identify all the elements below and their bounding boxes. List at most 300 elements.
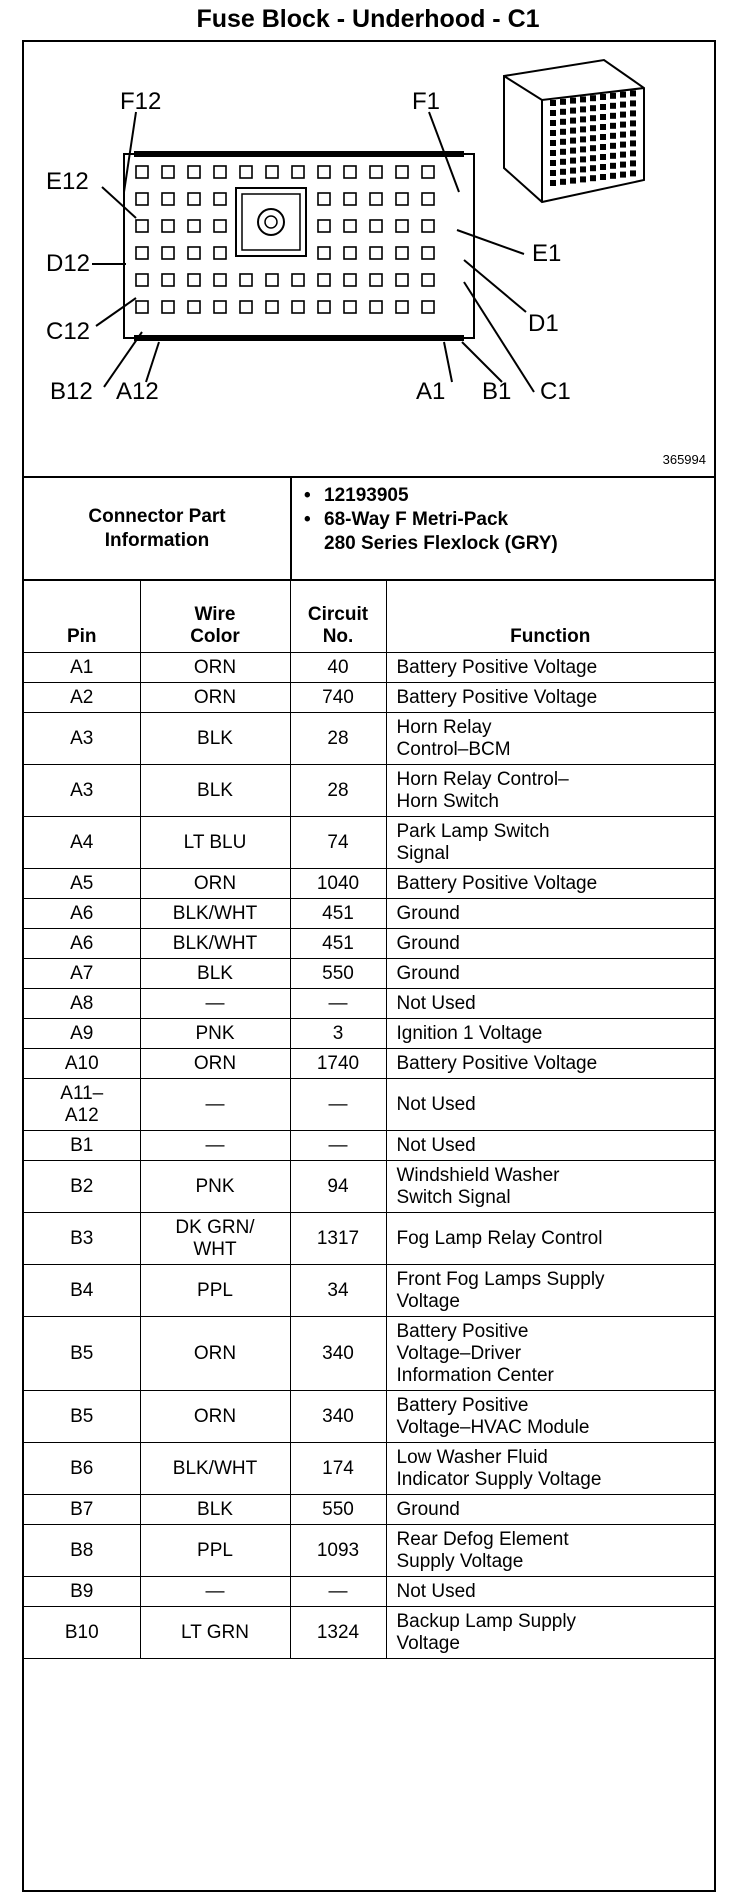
table-row <box>24 817 714 869</box>
cell-function-line: Signal <box>396 842 450 864</box>
pin-cavity <box>292 274 304 286</box>
cell-pin-line: B6 <box>70 1457 94 1479</box>
table-row <box>24 1391 714 1443</box>
table-row <box>24 1525 714 1577</box>
pin-cavity <box>214 301 226 313</box>
cell-function <box>386 713 714 765</box>
thumbnail-pin <box>600 164 606 170</box>
table-row <box>24 869 714 899</box>
table-row <box>24 1049 714 1079</box>
label-a1: A1 <box>416 378 446 405</box>
cell-wire-color-line: — <box>205 992 225 1014</box>
cell-pin <box>24 683 140 713</box>
thumbnail-pin <box>610 173 616 179</box>
pin-cavity <box>214 220 226 232</box>
pin-cavity <box>422 166 434 178</box>
thumbnail-pin <box>590 125 596 131</box>
cell-pin-line: A2 <box>70 686 94 708</box>
header-circuit-line2: No. <box>322 626 354 647</box>
table-row <box>24 1577 714 1607</box>
cell-function-line: Voltage <box>396 1632 460 1654</box>
cell-pin <box>24 1079 140 1131</box>
cell-function <box>386 1079 714 1131</box>
cell-wire-color-line: PPL <box>197 1279 233 1301</box>
cell-circuit: 340 <box>290 1317 386 1391</box>
thumbnail-pin <box>560 149 566 155</box>
cell-pin-line: B8 <box>70 1539 94 1561</box>
connector-diagram <box>24 42 714 478</box>
cell-pin <box>24 1265 140 1317</box>
thumbnail-pin <box>620 92 626 98</box>
thumbnail-pin <box>570 98 576 104</box>
pin-cavity <box>266 166 278 178</box>
center-bolt <box>258 209 284 235</box>
cell-wire-color <box>140 1495 290 1525</box>
cell-function-line: Indicator Supply Voltage <box>396 1468 602 1490</box>
cell-pin-line: A9 <box>70 1022 94 1044</box>
label-f1: F1 <box>412 88 441 115</box>
thumbnail-pin <box>620 172 626 178</box>
cell-circuit: — <box>290 1079 386 1131</box>
cell-wire-color-line: ORN <box>193 1052 237 1074</box>
cell-pin <box>24 1443 140 1495</box>
thumbnail-pin <box>550 170 556 176</box>
cell-function <box>386 817 714 869</box>
thumbnail-pin <box>610 123 616 129</box>
connector-info-values <box>304 484 704 556</box>
cell-wire-color <box>140 1443 290 1495</box>
cell-circuit: 550 <box>290 959 386 989</box>
cell-pin-line: A8 <box>70 992 94 1014</box>
cell-circuit: 550 <box>290 1495 386 1525</box>
cell-function-line: Front Fog Lamps Supply <box>396 1268 605 1290</box>
thumbnail-pin <box>590 145 596 151</box>
thumbnail-pin <box>600 124 606 130</box>
cell-pin <box>24 1577 140 1607</box>
pin-cavity <box>344 166 356 178</box>
pinout-table-body <box>24 653 714 1659</box>
pin-cavity <box>396 220 408 232</box>
connector-3d-thumbnail <box>504 60 644 202</box>
cell-function-line: Windshield Washer <box>396 1164 560 1186</box>
pin-cavity <box>344 274 356 286</box>
thumbnail-pin <box>560 109 566 115</box>
thumbnail-pin <box>550 120 556 126</box>
pin-cavity <box>136 166 148 178</box>
thumbnail-pin <box>600 114 606 120</box>
thumbnail-pin <box>630 170 636 176</box>
cell-pin-line: B2 <box>70 1175 94 1197</box>
pin-cavity <box>240 166 252 178</box>
cell-function-line: Battery Positive Voltage <box>396 1052 598 1074</box>
header-function-label: Function <box>510 626 591 647</box>
cell-wire-color <box>140 869 290 899</box>
thumbnail-pin <box>590 165 596 171</box>
cell-pin-line: B3 <box>70 1227 94 1249</box>
cell-wire-color-line: BLK <box>197 1498 233 1520</box>
cell-pin-line: B10 <box>64 1621 99 1643</box>
cell-wire-color <box>140 1131 290 1161</box>
cell-circuit: 740 <box>290 683 386 713</box>
cell-function-line: Fog Lamp Relay Control <box>396 1227 603 1249</box>
thumbnail-pin <box>570 158 576 164</box>
cell-wire-color-line: ORN <box>193 872 237 894</box>
pin-cavity <box>188 274 200 286</box>
thumbnail-pin <box>600 144 606 150</box>
cell-function-line: Battery Positive Voltage <box>396 872 598 894</box>
pinout-table <box>24 580 714 1659</box>
bullet: • <box>304 509 311 530</box>
pin-cavity <box>214 274 226 286</box>
description-item <box>304 508 704 532</box>
table-row <box>24 1161 714 1213</box>
pin-cavity <box>136 274 148 286</box>
thumbnail-pin <box>610 153 616 159</box>
pin-cavity <box>370 274 382 286</box>
thumbnail-pin <box>560 99 566 105</box>
cell-pin <box>24 1525 140 1577</box>
cell-wire-color <box>140 989 290 1019</box>
thumbnail-pin <box>560 119 566 125</box>
cell-pin-line: A1 <box>70 656 94 678</box>
pin-cavity <box>318 247 330 259</box>
thumbnail-pin <box>630 130 636 136</box>
cell-circuit: 174 <box>290 1443 386 1495</box>
pin-cavity <box>136 193 148 205</box>
cell-wire-color <box>140 683 290 713</box>
table-row <box>24 1607 714 1659</box>
cell-function <box>386 1049 714 1079</box>
thumbnail-pin <box>590 95 596 101</box>
pin-cavity <box>370 247 382 259</box>
cell-pin-line: A6 <box>70 932 94 954</box>
label-d1: D1 <box>528 310 559 337</box>
pin-cavity <box>136 301 148 313</box>
thumbnail-pin <box>570 168 576 174</box>
cell-wire-color-line: BLK/WHT <box>172 1457 258 1479</box>
label-e1: E1 <box>532 240 562 267</box>
cell-function <box>386 653 714 683</box>
table-row <box>24 653 714 683</box>
cell-wire-color-line: BLK <box>197 962 233 984</box>
table-row <box>24 713 714 765</box>
cell-function-line: Ground <box>396 1498 460 1520</box>
label-b12: B12 <box>50 378 93 405</box>
cell-function-line: Control–BCM <box>396 738 511 760</box>
cell-function <box>386 1391 714 1443</box>
thumbnail-pin <box>630 90 636 96</box>
cell-wire-color <box>140 817 290 869</box>
pin-cavity <box>318 301 330 313</box>
thumbnail-pin <box>600 154 606 160</box>
cell-circuit: 451 <box>290 899 386 929</box>
cell-pin-line: A5 <box>70 872 94 894</box>
pin-cavity <box>370 193 382 205</box>
cell-pin <box>24 1131 140 1161</box>
cell-wire-color-line: — <box>205 1093 225 1115</box>
cell-function-line: Park Lamp Switch <box>396 820 550 842</box>
table-row <box>24 1131 714 1161</box>
cell-pin <box>24 1019 140 1049</box>
header-circuit-line1: Circuit <box>307 604 369 625</box>
cell-pin-line: B5 <box>70 1342 94 1364</box>
thumbnail-pin <box>580 146 586 152</box>
cell-function <box>386 869 714 899</box>
cell-function-line: Not Used <box>396 1580 476 1602</box>
description-item-continued <box>304 532 704 556</box>
cell-pin-line: A7 <box>70 962 94 984</box>
cell-pin <box>24 1049 140 1079</box>
thumbnail-pin <box>550 140 556 146</box>
cell-function-line: Ignition 1 Voltage <box>396 1022 543 1044</box>
cell-function <box>386 1577 714 1607</box>
thumbnail-pin <box>610 93 616 99</box>
cell-circuit: 28 <box>290 765 386 817</box>
cell-wire-color <box>140 1049 290 1079</box>
cell-wire-color <box>140 1525 290 1577</box>
pin-cavity <box>162 166 174 178</box>
cell-pin-line: A11– <box>60 1082 104 1104</box>
thumbnail-pin <box>550 110 556 116</box>
cell-wire-color-line: WHT <box>193 1238 237 1260</box>
cell-function <box>386 899 714 929</box>
pin-cavity <box>344 220 356 232</box>
thumbnail-pin <box>620 162 626 168</box>
thumbnail-pin <box>580 126 586 132</box>
pin-cavity <box>188 193 200 205</box>
thumbnail-pin <box>620 122 626 128</box>
cell-wire-color-line: ORN <box>193 1342 237 1364</box>
cell-circuit: — <box>290 1131 386 1161</box>
label-a12: A12 <box>116 378 159 405</box>
thumbnail-pin <box>580 106 586 112</box>
pin-cavity <box>214 166 226 178</box>
cell-function <box>386 1443 714 1495</box>
cell-pin-line: A4 <box>70 831 94 853</box>
table-row <box>24 1443 714 1495</box>
pin-cavity <box>162 301 174 313</box>
cell-pin-line: A12 <box>64 1104 99 1126</box>
cell-pin-line: A3 <box>70 727 94 749</box>
cell-wire-color <box>140 1161 290 1213</box>
thumbnail-pin <box>590 175 596 181</box>
table-row <box>24 1317 714 1391</box>
description-line2: 280 Series Flexlock (GRY) <box>324 533 558 554</box>
thumbnail-pin <box>560 159 566 165</box>
pin-cavity <box>370 220 382 232</box>
thumbnail-pin <box>550 180 556 186</box>
pin-cavity <box>318 220 330 232</box>
thumbnail-pin <box>580 116 586 122</box>
pin-cavity <box>396 247 408 259</box>
table-row <box>24 1079 714 1131</box>
cell-function <box>386 765 714 817</box>
pin-cavity <box>188 166 200 178</box>
label-e12: E12 <box>46 168 89 195</box>
cell-function-line: Not Used <box>396 992 476 1014</box>
header-pin <box>24 581 140 653</box>
thumbnail-pin <box>580 136 586 142</box>
pin-cavity <box>292 301 304 313</box>
pin-cavity <box>162 193 174 205</box>
pin-cavity <box>240 301 252 313</box>
cell-wire-color <box>140 1079 290 1131</box>
pin-cavity <box>188 301 200 313</box>
connector-sheet <box>22 40 716 1892</box>
pin-cavity <box>396 193 408 205</box>
cell-pin <box>24 765 140 817</box>
cell-function <box>386 1019 714 1049</box>
thumbnail-pin <box>590 115 596 121</box>
thumbnail-pin <box>580 176 586 182</box>
cell-pin-line: B5 <box>70 1405 94 1427</box>
pin-cavity <box>214 247 226 259</box>
table-row <box>24 989 714 1019</box>
thumbnail-pin <box>620 152 626 158</box>
description-line1: 68-Way F Metri-Pack <box>324 509 509 530</box>
cell-function-line: Not Used <box>396 1134 476 1156</box>
pin-cavity <box>422 301 434 313</box>
thumbnail-pin <box>610 103 616 109</box>
cell-circuit: 1317 <box>290 1213 386 1265</box>
cell-function <box>386 1525 714 1577</box>
cell-function-line: Rear Defog Element <box>396 1528 569 1550</box>
cell-circuit: 1093 <box>290 1525 386 1577</box>
cell-function-line: Ground <box>396 962 460 984</box>
cell-pin <box>24 869 140 899</box>
cell-function-line: Ground <box>396 932 460 954</box>
thumbnail-pin <box>610 133 616 139</box>
pin-cavity <box>136 247 148 259</box>
header-wire-color-line1: Wire <box>194 604 236 625</box>
cell-function-line: Supply Voltage <box>396 1550 524 1572</box>
cell-function-line: Information Center <box>396 1364 554 1386</box>
cell-pin-line: B7 <box>70 1498 94 1520</box>
cell-circuit: 1740 <box>290 1049 386 1079</box>
thumbnail-pin <box>550 160 556 166</box>
cell-function-line: Battery Positive <box>396 1320 529 1342</box>
cell-wire-color-line: BLK <box>197 779 233 801</box>
thumbnail-pin <box>620 142 626 148</box>
cell-wire-color <box>140 899 290 929</box>
cell-circuit: 1040 <box>290 869 386 899</box>
pin-cavity <box>396 274 408 286</box>
connector-info-heading <box>24 478 292 579</box>
cell-wire-color <box>140 1213 290 1265</box>
cell-pin <box>24 899 140 929</box>
cell-circuit: 34 <box>290 1265 386 1317</box>
thumbnail-pin <box>630 120 636 126</box>
pin-cavity <box>422 247 434 259</box>
thumbnail-pin <box>570 138 576 144</box>
cell-wire-color-line: PNK <box>195 1175 235 1197</box>
cell-function-line: Not Used <box>396 1093 476 1115</box>
pin-cavity <box>162 274 174 286</box>
connector-face <box>124 154 474 338</box>
cell-wire-color <box>140 929 290 959</box>
pin-cavity <box>188 220 200 232</box>
thumbnail-pin <box>560 129 566 135</box>
thumbnail-pin <box>600 94 606 100</box>
table-row <box>24 683 714 713</box>
cell-wire-color-line: ORN <box>193 656 237 678</box>
header-wire-color-line2: Color <box>190 626 240 647</box>
cell-wire-color-line: BLK/WHT <box>172 902 258 924</box>
thumbnail-pin <box>630 140 636 146</box>
cell-function-line: Voltage–HVAC Module <box>396 1416 590 1438</box>
part-number-item <box>304 484 704 508</box>
cell-wire-color <box>140 765 290 817</box>
cell-function <box>386 959 714 989</box>
thumbnail-pin <box>610 143 616 149</box>
pin-cavity <box>396 301 408 313</box>
pin-cavity <box>214 193 226 205</box>
pin-cavity <box>240 274 252 286</box>
thumbnail-pin <box>630 150 636 156</box>
cell-pin-line: A3 <box>70 779 94 801</box>
cell-function-line: Switch Signal <box>396 1186 511 1208</box>
cell-function <box>386 1213 714 1265</box>
cell-circuit: 3 <box>290 1019 386 1049</box>
cell-pin-line: B9 <box>70 1580 94 1602</box>
thumbnail-pin <box>590 105 596 111</box>
header-pin-label: Pin <box>66 626 97 647</box>
pin-cavity <box>162 220 174 232</box>
table-row <box>24 1019 714 1049</box>
thumbnail-pin <box>550 100 556 106</box>
table-row <box>24 1265 714 1317</box>
cell-pin-line: B4 <box>70 1279 94 1301</box>
cell-wire-color-line: ORN <box>193 686 237 708</box>
cell-wire-color <box>140 713 290 765</box>
cell-wire-color-line: PPL <box>197 1539 233 1561</box>
cell-pin <box>24 959 140 989</box>
cell-circuit: — <box>290 1577 386 1607</box>
pin-cavity <box>162 247 174 259</box>
cell-wire-color <box>140 653 290 683</box>
thumbnail-pin <box>580 166 586 172</box>
cell-pin <box>24 1317 140 1391</box>
cell-function-line: Low Washer Fluid <box>396 1446 548 1468</box>
cell-function-line: Backup Lamp Supply <box>396 1610 577 1632</box>
header-wire-color <box>140 581 290 653</box>
cell-function <box>386 1317 714 1391</box>
thumbnail-pin <box>550 130 556 136</box>
pin-cavity <box>370 301 382 313</box>
cell-function <box>386 683 714 713</box>
label-d12: D12 <box>46 250 91 277</box>
cell-circuit: 451 <box>290 929 386 959</box>
thumbnail-pin <box>620 102 626 108</box>
pin-cavity <box>344 301 356 313</box>
label-f12: F12 <box>120 88 162 115</box>
pin-cavity <box>396 166 408 178</box>
cell-function <box>386 1161 714 1213</box>
pin-cavity <box>344 193 356 205</box>
cell-pin <box>24 1161 140 1213</box>
cell-circuit: 40 <box>290 653 386 683</box>
cell-wire-color <box>140 1577 290 1607</box>
page-title: Fuse Block - Underhood - C1 <box>196 5 540 33</box>
cell-pin-line: B1 <box>70 1134 94 1156</box>
pin-cavity <box>318 274 330 286</box>
pin-cavity <box>344 247 356 259</box>
cell-pin <box>24 653 140 683</box>
thumbnail-pin <box>560 179 566 185</box>
cell-function <box>386 1495 714 1525</box>
thumbnail-pin <box>590 155 596 161</box>
pin-cavity <box>188 247 200 259</box>
